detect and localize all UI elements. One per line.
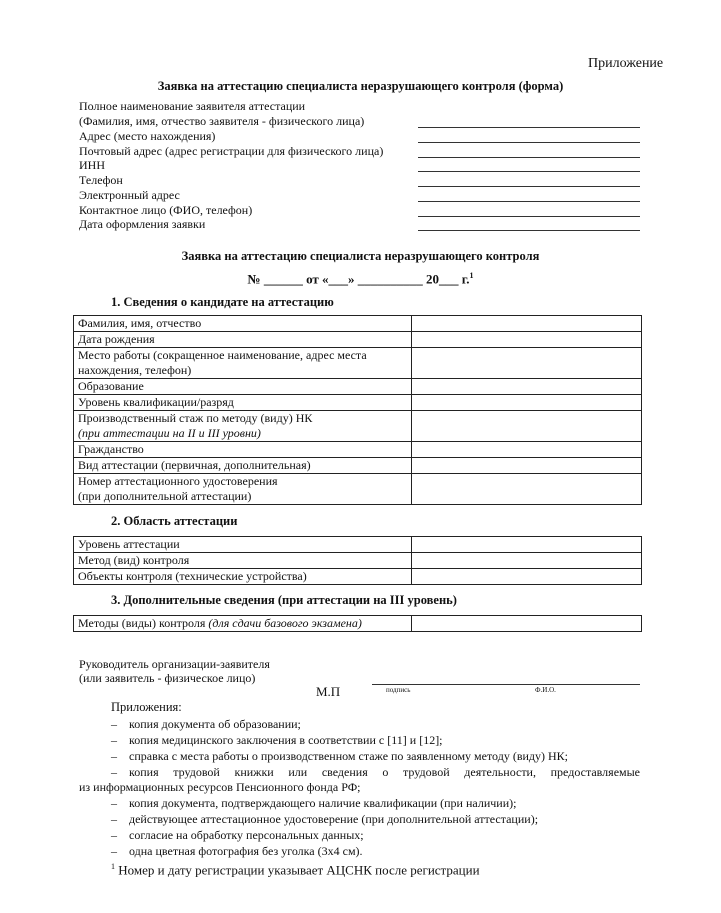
table-row [74, 316, 642, 332]
row-label: Объекты контроля (технические устройства) [74, 569, 412, 585]
applicant-field-label: Полное наименование заявителя аттестации [79, 99, 306, 113]
row-label-with-note [74, 616, 412, 632]
row-note: (при аттестации на II и III уровни) [78, 426, 261, 440]
stamp-label: М.П [316, 684, 341, 699]
row-value-cell[interactable] [412, 569, 642, 585]
row-value-cell[interactable] [412, 395, 642, 411]
dash-glyph: – [111, 828, 117, 842]
table-row [74, 379, 642, 395]
attachment-text: справка с места работы о производственном стаже по заявленному методу (виду) НК; [129, 749, 569, 763]
applicant-field-label: Электронный адрес [79, 188, 180, 202]
row-label-with-note [74, 474, 412, 505]
attachment-item [111, 732, 640, 748]
footnote-mark: 1 [469, 271, 474, 280]
dash-glyph: – [111, 765, 117, 779]
attachment-text: копия трудовой книжки или сведения о трудовой деятельности, предоставляемые [129, 765, 640, 779]
applicant-field-line[interactable] [418, 142, 640, 143]
signatory-label [79, 657, 270, 685]
table-row [74, 553, 642, 569]
attachment-text: копия медицинского заключения в соответствии с [11] и [12]; [129, 733, 443, 747]
row-value-cell[interactable] [412, 553, 642, 569]
appendix-label: Приложение [588, 56, 664, 71]
row-label: Образование [74, 379, 412, 395]
applicant-field-label: Контактное лицо (ФИО, телефон) [79, 203, 253, 217]
applicant-field-label: ИНН [79, 158, 105, 172]
table-row [74, 537, 642, 553]
attachment-item [111, 811, 640, 827]
dash-glyph: – [111, 812, 117, 826]
attachment-text: одна цветная фотография без уголка (3х4 см). [129, 844, 363, 858]
row-value-cell[interactable] [412, 379, 642, 395]
attachment-item [111, 748, 640, 764]
attachment-text: копия документа, подтверждающего наличие квалификации (при наличии); [129, 796, 517, 810]
signatory-line2: (или заявитель - физическое лицо) [79, 671, 256, 685]
applicant-field-label: (Фамилия, имя, отчество заявителя - физического лица) [79, 114, 365, 128]
signature-line[interactable] [372, 684, 640, 685]
attestation-scope-table [73, 536, 642, 585]
request-number-line [0, 271, 721, 287]
row-label: Уровень аттестации [74, 537, 412, 553]
dash-glyph: – [111, 717, 117, 731]
applicant-field-label: Адрес (место нахождения) [79, 129, 216, 143]
footnote-mark: 1 [111, 862, 115, 871]
row-value-cell[interactable] [412, 537, 642, 553]
row-value-cell[interactable] [412, 348, 642, 379]
name-caption: Ф.И.О. [535, 686, 556, 694]
row-label: Фамилия, имя, отчество [74, 316, 412, 332]
attachment-item [111, 764, 640, 780]
attachment-item [111, 843, 640, 859]
row-note: (для сдачи базового экзамена) [208, 616, 362, 630]
applicant-field-line[interactable] [418, 186, 640, 187]
section2-title: 2. Область аттестации [111, 514, 238, 528]
row-value-cell[interactable] [412, 616, 642, 632]
row-label: Дата рождения [74, 332, 412, 348]
table-row [74, 411, 642, 442]
table-row [74, 395, 642, 411]
row-value-cell[interactable] [412, 474, 642, 505]
row-value-cell[interactable] [412, 458, 642, 474]
row-value-cell[interactable] [412, 411, 642, 442]
candidate-table [73, 315, 642, 505]
attachment-text: копия документа об образовании; [129, 717, 301, 731]
attachment-item-continuation [79, 779, 640, 795]
row-label: Метод (вид) контроля [74, 553, 412, 569]
row-value-cell[interactable] [412, 332, 642, 348]
request-title: Заявка на аттестацию специалиста неразрушающего контроля [181, 249, 540, 263]
dash-glyph: – [111, 733, 117, 747]
applicant-field-line[interactable] [418, 171, 640, 172]
table-row [74, 569, 642, 585]
attachment-item [111, 716, 640, 732]
additional-info-table [73, 615, 642, 632]
applicant-field-line[interactable] [418, 201, 640, 202]
signature-caption: подпись [386, 686, 411, 694]
applicant-field-line[interactable] [418, 216, 640, 217]
request-number-text: № ______ от «___» __________ 20___ г. [247, 271, 470, 287]
row-label: Вид аттестации (первичная, дополнительная) [74, 458, 412, 474]
row-label: Уровень квалификации/разряд [74, 395, 412, 411]
applicant-field-label: Дата оформления заявки [79, 217, 206, 231]
footnote-text: Номер и дату регистрации указывает АЦСНК после регистрации [118, 862, 480, 878]
attachment-text: согласие на обработку персональных данных; [129, 828, 364, 842]
applicant-field-label: Почтовый адрес (адрес регистрации для физического лица) [79, 144, 384, 158]
table-row [74, 458, 642, 474]
row-value-cell[interactable] [412, 442, 642, 458]
table-row [74, 442, 642, 458]
section1-title: 1. Сведения о кандидате на аттестацию [111, 295, 334, 309]
row-label: Место работы (сокращенное наименование, адрес места нахождения, телефон) [74, 348, 412, 379]
row-label: Номер аттестационного удостоверения [78, 474, 278, 488]
row-label: Гражданство [74, 442, 412, 458]
table-row [74, 474, 642, 505]
row-value-cell[interactable] [412, 316, 642, 332]
dash-glyph: – [111, 796, 117, 810]
applicant-field-label: Телефон [79, 173, 123, 187]
applicant-field-line[interactable] [418, 157, 640, 158]
table-row [74, 616, 642, 632]
attachment-item [111, 827, 640, 843]
dash-glyph: – [111, 844, 117, 858]
row-label-with-note [74, 411, 412, 442]
attachment-text: действующее аттестационное удостоверение (при дополнительной аттестации); [129, 812, 539, 826]
dash-glyph: – [111, 749, 117, 763]
attachment-text: из информационных ресурсов Пенсионного фонда РФ; [79, 780, 361, 794]
table-row [74, 332, 642, 348]
applicant-field-line[interactable] [418, 230, 640, 231]
signatory-line1: Руководитель организации-заявителя [79, 657, 270, 671]
applicant-field-line[interactable] [418, 127, 640, 128]
table-row [74, 348, 642, 379]
footnote [111, 862, 480, 878]
form-title: Заявка на аттестацию специалиста неразрушающего контроля (форма) [157, 79, 564, 93]
row-note: (при дополнительной аттестации) [78, 489, 252, 503]
row-label: Методы (виды) контроля [78, 616, 206, 630]
attachments-title: Приложения: [111, 700, 182, 714]
section3-title: 3. Дополнительные сведения (при аттестации на III уровень) [111, 593, 457, 607]
attachment-item [111, 795, 640, 811]
row-label: Производственный стаж по методу (виду) НК [78, 411, 313, 425]
